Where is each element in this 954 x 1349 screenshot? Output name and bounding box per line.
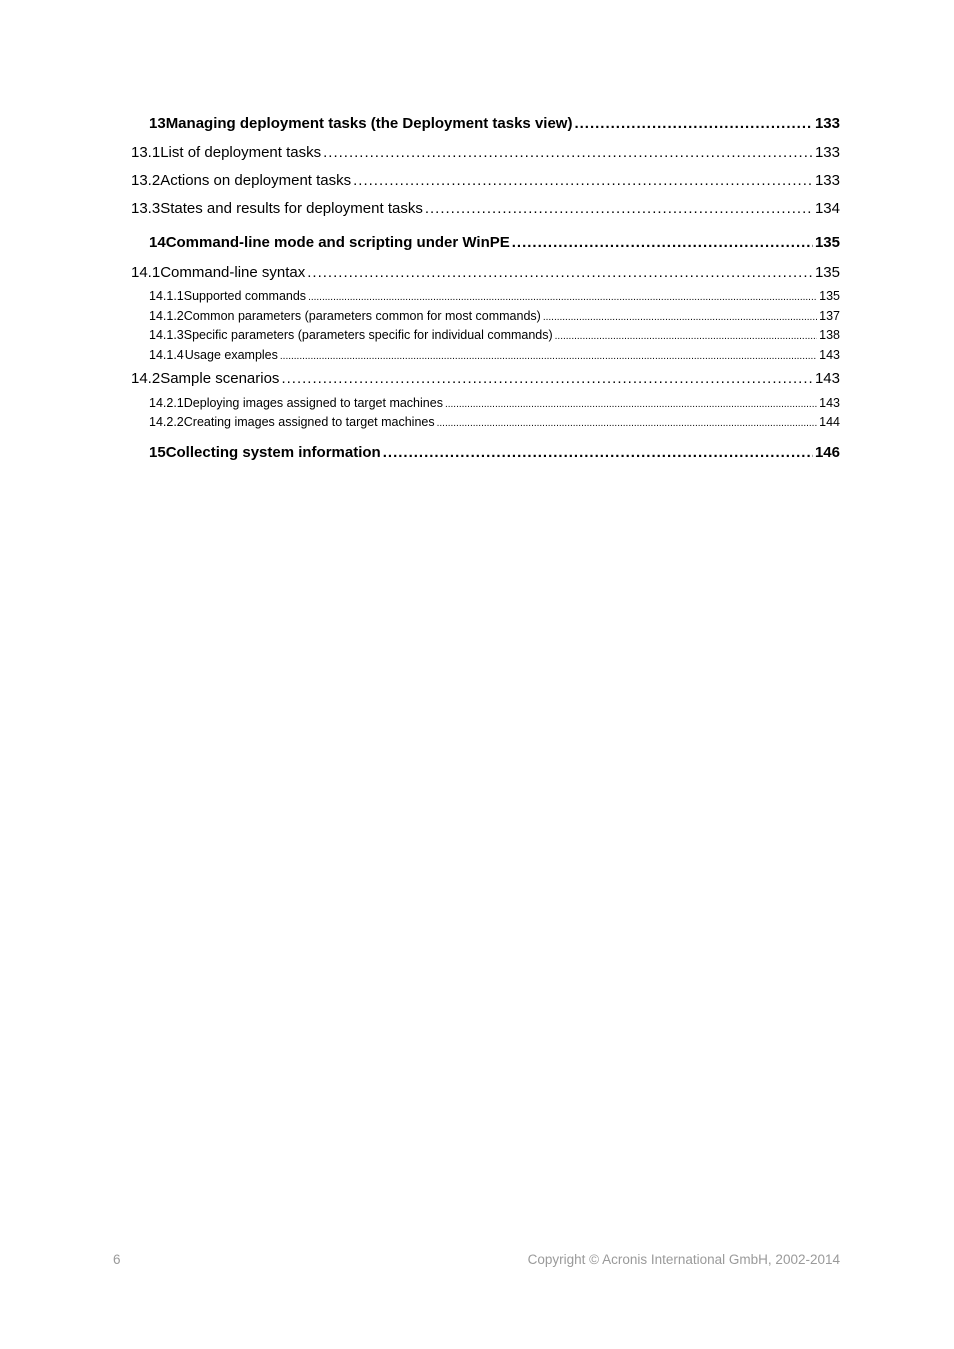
toc-entry-title: Managing deployment tasks (the Deployment tasks view)	[165, 115, 573, 132]
toc-entry[interactable]	[131, 200, 840, 217]
toc-entry-number: 14.1.4	[149, 348, 184, 362]
toc-entry-title: Common parameters (parameters common for most commands)	[183, 309, 541, 323]
toc-entry-page: 137	[819, 309, 840, 323]
toc-entry[interactable]	[149, 348, 840, 362]
toc-entry-title: Command-line mode and scripting under WinPE	[165, 234, 510, 251]
toc-entry-page: 143	[819, 396, 840, 410]
toc-entry-page: 133	[814, 144, 840, 161]
toc-entry[interactable]	[149, 396, 840, 410]
copyright-notice: Copyright © Acronis International GmbH, 2002-2014	[527, 1252, 840, 1267]
toc-entry-title: Supported commands	[183, 289, 307, 303]
toc-entry-page: 134	[814, 200, 840, 217]
toc-entry-page: 133	[814, 115, 840, 132]
toc-entry-number: 14.2.1	[149, 396, 184, 410]
dot-leader	[574, 115, 813, 132]
toc-entry-number: 13	[149, 115, 166, 132]
toc-entry-page: 133	[814, 172, 840, 189]
dot-leader	[445, 399, 817, 410]
toc-entry[interactable]	[131, 370, 840, 387]
toc-entry-title: Specific parameters (parameters specific for individual commands)	[183, 328, 553, 342]
dot-leader	[512, 234, 813, 251]
toc-entry[interactable]	[131, 144, 840, 161]
toc-entry[interactable]	[149, 289, 840, 303]
toc-entry[interactable]	[149, 115, 840, 132]
dot-leader	[543, 312, 817, 323]
toc-entry-number: 14.1.3	[149, 328, 184, 342]
toc-entry-number: 13.3	[131, 200, 161, 217]
dot-leader	[555, 331, 817, 342]
dot-leader	[308, 292, 817, 303]
toc-entry-page: 135	[819, 289, 840, 303]
toc-entry-title: Creating images assigned to target machines	[183, 415, 435, 429]
toc-entry-number: 14	[149, 234, 166, 251]
toc-entry-number: 15	[149, 444, 166, 461]
toc-entry-page: 143	[819, 348, 840, 362]
toc-entry-number: 13.2	[131, 172, 161, 189]
toc-entry-number: 14.2	[131, 370, 161, 387]
toc-entry-title: Collecting system information	[165, 444, 381, 461]
toc-entry-title: Usage examples	[184, 348, 278, 362]
dot-leader	[353, 172, 813, 189]
toc-entry-title: Command-line syntax	[160, 264, 306, 281]
toc-entry[interactable]	[149, 415, 840, 429]
toc-entry-number: 14.1	[131, 264, 161, 281]
toc-entry[interactable]	[149, 234, 840, 251]
toc-entry-number: 14.2.2	[149, 415, 184, 429]
toc-entry-title: Actions on deployment tasks	[160, 172, 352, 189]
toc-entry-page: 146	[814, 444, 840, 461]
toc-entry-page: 135	[814, 234, 840, 251]
dot-leader	[383, 444, 813, 461]
toc-entry-title: Sample scenarios	[160, 370, 280, 387]
toc-entry-title: States and results for deployment tasks	[160, 200, 423, 217]
page-number: 6	[113, 1252, 121, 1267]
toc-entry[interactable]	[149, 444, 840, 461]
toc-entry[interactable]	[149, 328, 840, 342]
toc-entry-number: 14.1.1	[149, 289, 184, 303]
toc-entry-page: 144	[819, 415, 840, 429]
dot-leader	[280, 351, 817, 362]
toc-entry-page: 138	[819, 328, 840, 342]
toc-entry[interactable]	[131, 172, 840, 189]
dot-leader	[323, 144, 813, 161]
toc-entry-number: 13.1	[131, 144, 161, 161]
toc-entry[interactable]	[131, 264, 840, 281]
dot-leader	[425, 200, 813, 217]
dot-leader	[437, 418, 818, 429]
toc-entry-page: 135	[814, 264, 840, 281]
dot-leader	[307, 264, 813, 281]
toc-entry-title: Deploying images assigned to target machines	[183, 396, 443, 410]
toc-entry-title: List of deployment tasks	[160, 144, 322, 161]
dot-leader	[281, 370, 813, 387]
toc-entry-number: 14.1.2	[149, 309, 184, 323]
toc-entry[interactable]	[149, 309, 840, 323]
toc-entry-page: 143	[814, 370, 840, 387]
